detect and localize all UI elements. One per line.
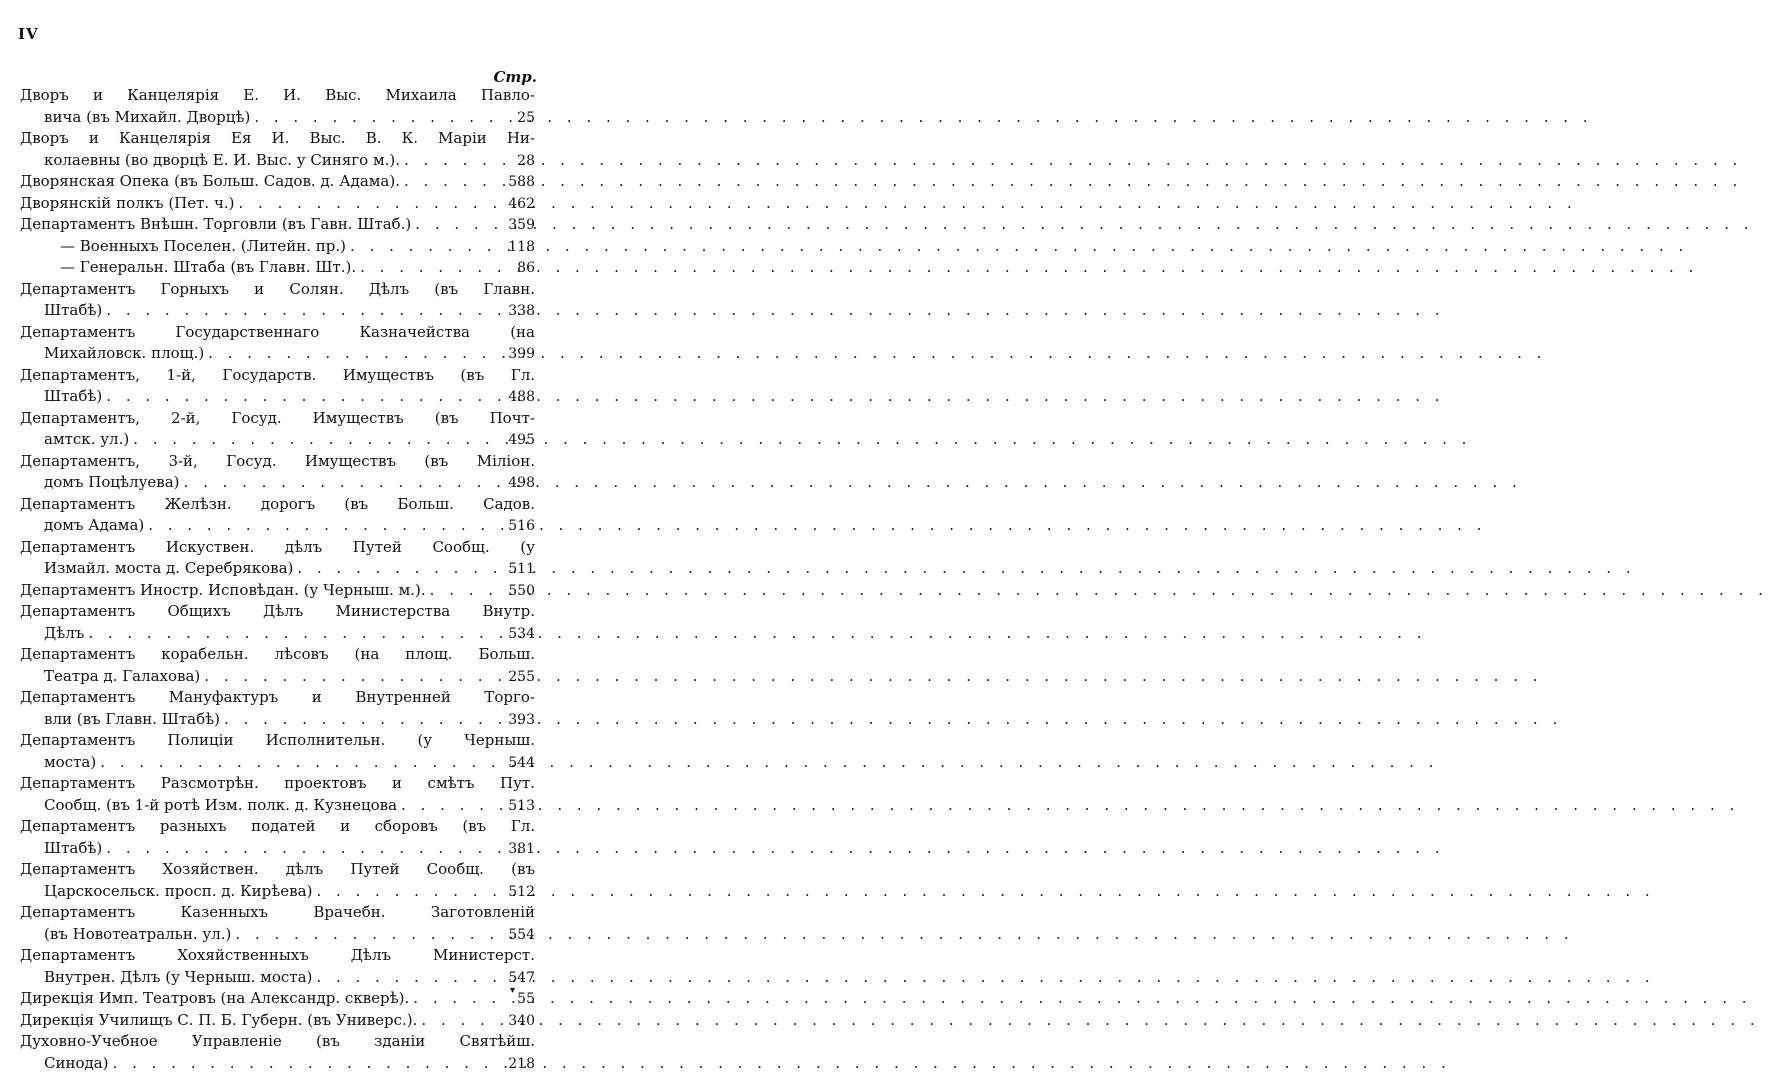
dot-leader <box>184 472 505 494</box>
dot-leader <box>254 107 507 129</box>
entry-page-number: 513 <box>508 796 535 818</box>
entry-text: Штабѣ) <box>20 300 102 322</box>
index-entry <box>20 537 535 580</box>
entry-text: Департаментъ Горныхъ и Солян. Дѣлъ (въ Главн. <box>20 279 535 301</box>
entry-page-number: 340 <box>508 1011 535 1033</box>
entry-text: Штабѣ) <box>20 386 102 408</box>
index-entry-line <box>20 558 535 580</box>
entry-text: Департаментъ корабельн. лѣсовъ (на площ. Больш. <box>20 644 535 666</box>
index-entry-line <box>20 494 535 516</box>
index-entry-line <box>20 472 535 494</box>
entry-text: домъ Адама) <box>20 515 144 537</box>
entry-text: (въ Новотеатральн. ул.) <box>20 924 231 946</box>
entry-text: вича (въ Михайл. Дворцѣ) <box>20 107 250 129</box>
entry-text: Дворъ и Канцелярія Е. И. Выс. Михаила Павло- <box>20 85 535 107</box>
index-entry <box>20 1031 535 1074</box>
index-entry-line <box>20 1053 535 1075</box>
dot-leader <box>88 623 504 645</box>
dot-leader <box>133 429 504 451</box>
entry-text: Департаментъ, 2-й, Госуд. Имуществъ (въ Почт- <box>20 408 535 430</box>
index-entry-line <box>20 623 535 645</box>
index-entry-line <box>20 171 535 193</box>
dot-leader <box>239 193 505 215</box>
entry-text: домъ Поцѣлуева) <box>20 472 180 494</box>
entry-text: Департаментъ Искуствен. дѣлъ Путей Сообщ. (у <box>20 537 535 559</box>
index-entry <box>20 816 535 859</box>
index-entry-line <box>20 709 535 731</box>
page-column-header: Стр. <box>493 68 537 86</box>
entry-page-number: 511 <box>508 559 535 581</box>
entry-page-number: 359 <box>508 215 535 237</box>
index-entry-line <box>20 85 535 107</box>
entry-text: колаевны (во дворцѣ Е. И. Выс. у Синяго м.). <box>20 150 400 172</box>
index-entry <box>20 365 535 408</box>
entry-page-number: 28 <box>511 151 535 173</box>
dot-leader <box>316 967 504 989</box>
entry-text: вли (въ Главн. Штабѣ) <box>20 709 220 731</box>
index-entry <box>20 451 535 494</box>
entry-page-number: 338 <box>508 301 535 323</box>
index-entry-line <box>20 537 535 559</box>
index-entry-line <box>20 945 535 967</box>
entry-text: Департаментъ Полиціи Исполнительн. (у Черныш. <box>20 730 535 752</box>
dot-leader <box>415 214 504 236</box>
entry-text: Департаментъ Хохяйственныхъ Дѣлъ Министерст. <box>20 945 535 967</box>
dot-leader <box>204 666 504 688</box>
entry-text: Духовно-Учебное Управленіе (въ зданіи Святѣйш. <box>20 1031 535 1053</box>
dot-leader <box>208 343 504 365</box>
index-list <box>20 85 535 1074</box>
index-entry <box>20 687 535 730</box>
entry-page-number: 55 <box>511 989 535 1011</box>
dot-leader <box>100 752 504 774</box>
entry-text: амтск. ул.) <box>20 429 129 451</box>
index-entry <box>20 902 535 945</box>
dot-leader <box>413 988 507 1010</box>
entry-text: Департаментъ разныхъ податей и сборовъ (въ Гл. <box>20 816 535 838</box>
dot-leader <box>350 236 504 258</box>
index-entry <box>20 945 535 988</box>
entry-text: Штабѣ) <box>20 838 102 860</box>
index-entry <box>20 773 535 816</box>
index-entry-line <box>20 515 535 537</box>
index-entry <box>20 128 535 171</box>
dot-leader <box>106 300 504 322</box>
index-entry-line <box>20 838 535 860</box>
dot-leader <box>297 558 504 580</box>
index-entry-line <box>20 300 535 322</box>
dot-leader <box>316 881 504 903</box>
index-entry-line <box>20 429 535 451</box>
entry-text: Дворянскій полкъ (Пет. ч.) <box>20 193 235 215</box>
index-entry-line <box>20 257 535 279</box>
entry-text: Департаментъ, 1-й, Государств. Имуществъ (въ Гл. <box>20 365 535 387</box>
entry-text: Департаментъ Общихъ Дѣлъ Министерства Внутр. <box>20 601 535 623</box>
index-entry <box>20 214 535 236</box>
index-entry <box>20 1010 535 1032</box>
index-entry <box>20 279 535 322</box>
entry-text: Царскосельск. просп. д. Кирѣева) <box>20 881 312 903</box>
index-entry-line <box>20 687 535 709</box>
entry-text: Дирекція Имп. Театровъ (на Александр. скверѣ). <box>20 988 409 1010</box>
index-entry-line <box>20 365 535 387</box>
index-entry-line <box>20 967 535 989</box>
entry-text: Департаментъ Иностр. Исповѣдан. (у Черныш. м.). <box>20 580 426 602</box>
entry-text: Департаментъ Желѣзн. дорогъ (въ Больш. Садов. <box>20 494 535 516</box>
entry-page-number: 516 <box>508 516 535 538</box>
entry-text: Департаментъ Хозяйствен. дѣлъ Путей Сообщ. (въ <box>20 859 535 881</box>
index-entry <box>20 408 535 451</box>
dot-leader <box>421 1010 504 1032</box>
dot-leader <box>148 515 504 537</box>
dot-leader <box>224 709 504 731</box>
index-entry-line <box>20 644 535 666</box>
index-entry <box>20 644 535 687</box>
entry-text: Дѣлъ <box>20 623 84 645</box>
dot-leader <box>113 1053 505 1075</box>
index-entry-line <box>20 236 535 258</box>
dot-leader <box>360 257 507 279</box>
entry-text: — Военныхъ Поселен. (Литейн. пр.) <box>20 236 346 258</box>
index-entry <box>20 580 535 602</box>
entry-page-number: 495 <box>508 430 535 452</box>
entry-text: Дворянская Опека (въ Больш. Садов. д. Адама). <box>20 171 400 193</box>
entry-text: Дирекція Училищъ С. П. Б. Губерн. (въ Универс.). <box>20 1010 417 1032</box>
entry-page-number: 381 <box>508 839 535 861</box>
index-entry-line <box>20 816 535 838</box>
entry-page-number: 86 <box>511 258 535 280</box>
index-entry-line <box>20 859 535 881</box>
entry-page-number: 393 <box>508 710 535 732</box>
index-entry-line <box>20 214 535 236</box>
dot-leader <box>404 171 504 193</box>
index-entry-line <box>20 386 535 408</box>
index-entry <box>20 494 535 537</box>
dot-leader <box>106 386 504 408</box>
index-entry-line <box>20 988 535 1010</box>
index-entry-line <box>20 902 535 924</box>
index-entry-line <box>20 322 535 344</box>
index-entry-line <box>20 451 535 473</box>
index-entry-line <box>20 580 535 602</box>
entry-page-number: 512 <box>508 882 535 904</box>
entry-page-number: 25 <box>511 108 535 130</box>
index-entry-line <box>20 128 535 150</box>
index-entry-line <box>20 601 535 623</box>
index-entry <box>20 859 535 902</box>
entry-page-number: 399 <box>508 344 535 366</box>
entry-text: — Генеральн. Штаба (въ Главн. Шт.). <box>20 257 356 279</box>
entry-text: Измайл. моста д. Серебрякова) <box>20 558 293 580</box>
index-entry-line <box>20 730 535 752</box>
entry-page-number: 554 <box>508 925 535 947</box>
entry-page-number: 498 <box>508 473 535 495</box>
index-entry-line <box>20 279 535 301</box>
entry-text: Департаментъ Внѣшн. Торговли (въ Гавн. Штаб.) <box>20 214 411 236</box>
dot-leader <box>106 838 504 860</box>
index-entry-line <box>20 773 535 795</box>
index-entry-line <box>20 752 535 774</box>
entry-text: Дворъ и Канцелярія Ея И. Выс. В. К. Маріи Ни- <box>20 128 535 150</box>
index-entry-line <box>20 666 535 688</box>
entry-text: моста) <box>20 752 96 774</box>
index-entry <box>20 988 535 1010</box>
entry-page-number: 462 <box>508 194 535 216</box>
entry-page-number: 488 <box>508 387 535 409</box>
index-entry <box>20 236 535 258</box>
entry-page-number: 550 <box>508 581 535 603</box>
index-entry-line <box>20 1031 535 1053</box>
entry-text: Департаментъ Государственнаго Казначейства (на <box>20 322 535 344</box>
index-entry <box>20 85 535 128</box>
dot-leader <box>430 580 505 602</box>
entry-text: Синода) <box>20 1053 109 1075</box>
index-entry-line <box>20 343 535 365</box>
index-entry-line <box>20 881 535 903</box>
index-entry-line <box>20 924 535 946</box>
entry-text: Внутрен. Дѣлъ (у Черныш. моста) <box>20 967 312 989</box>
index-entry-line <box>20 193 535 215</box>
index-entry-line <box>20 107 535 129</box>
index-entry-line <box>20 1010 535 1032</box>
entry-page-number: 118 <box>508 237 535 259</box>
index-entry <box>20 257 535 279</box>
stray-mark: ▾ <box>510 985 515 996</box>
entry-text: Департаментъ Казенныхъ Врачебн. Заготовленій <box>20 902 535 924</box>
entry-text: Департаментъ, 3-й, Госуд. Имуществъ (въ Міліон. <box>20 451 535 473</box>
dot-leader <box>235 924 504 946</box>
entry-page-number: 588 <box>508 172 535 194</box>
entry-text: Сообщ. (въ 1-й ротѣ Изм. полк. д. Кузнецова <box>20 795 397 817</box>
entry-page-number: 547 <box>508 968 535 990</box>
index-entry-line <box>20 150 535 172</box>
index-entry <box>20 193 535 215</box>
entry-page-number: 218 <box>508 1054 535 1075</box>
index-entry <box>20 322 535 365</box>
dot-leader <box>401 795 504 817</box>
entry-text: Михайловск. площ.) <box>20 343 204 365</box>
entry-text: Департаментъ Разсмотрѣн. проектовъ и смѣтъ Пут. <box>20 773 535 795</box>
index-entry-line <box>20 408 535 430</box>
page-number: IV <box>18 25 39 43</box>
dot-leader <box>404 150 507 172</box>
entry-page-number: 255 <box>508 667 535 689</box>
entry-page-number: 544 <box>508 753 535 775</box>
index-entry-line <box>20 795 535 817</box>
index-entry <box>20 730 535 773</box>
index-entry <box>20 601 535 644</box>
entry-page-number: 534 <box>508 624 535 646</box>
index-entry <box>20 171 535 193</box>
entry-text: Департаментъ Мануфактуръ и Внутренней Торго- <box>20 687 535 709</box>
entry-text: Театра д. Галахова) <box>20 666 200 688</box>
